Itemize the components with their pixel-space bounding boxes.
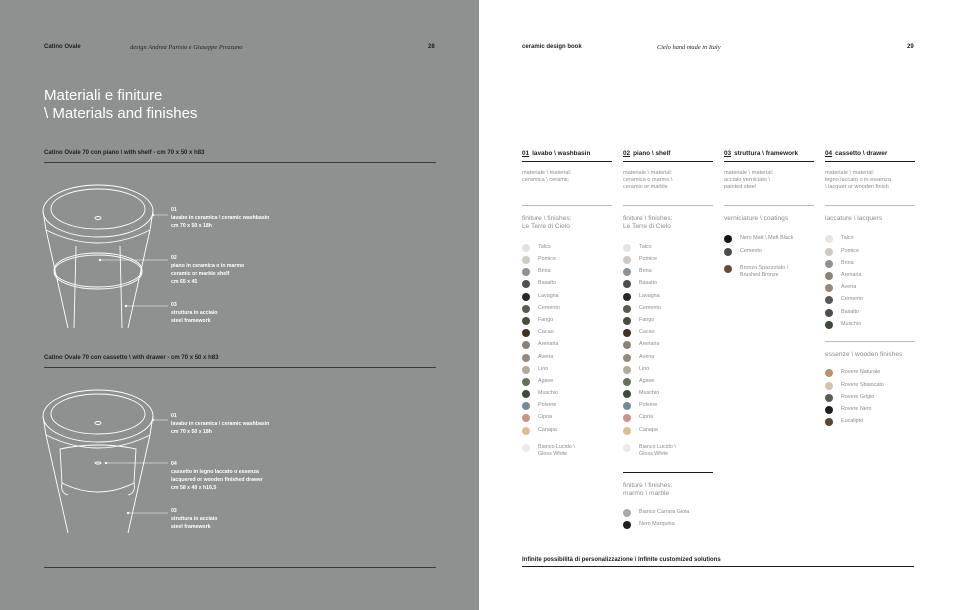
- finish-swatch: [522, 427, 612, 439]
- column-01: [522, 150, 612, 464]
- swatch-label: Avena: [538, 353, 554, 360]
- section2-divider: [44, 367, 436, 368]
- color-swatch-icon: [623, 305, 631, 313]
- swatch-label: Cacao: [538, 329, 554, 336]
- finish-swatch: [825, 272, 915, 284]
- finish-swatch: [623, 414, 713, 426]
- color-swatch-icon: [825, 406, 833, 414]
- washbasin-shelf-drawing: [38, 178, 288, 333]
- finish-swatch: [623, 329, 713, 341]
- annotation2-framework: 03 struttura in acciaio steel framework: [171, 508, 218, 530]
- annotation2-drawer: 04 cassetto in legno laccato o essenza lacquered or wooden finished drawer cm 58 x 40 x h16,5: [171, 461, 263, 491]
- color-swatch-icon: [522, 244, 530, 252]
- header-tagline: Cielo hand made in Italy: [657, 44, 721, 51]
- material-line: painted steel: [724, 183, 756, 190]
- page-title: [44, 87, 197, 123]
- column-heading: [623, 150, 713, 162]
- color-swatch-icon: [522, 268, 530, 276]
- wood-finish-heading: essenze \ wooden finishes: [825, 350, 903, 358]
- color-swatch-icon: [623, 378, 631, 386]
- swatch-label: Agave: [639, 377, 655, 384]
- material-text: [825, 170, 915, 206]
- section2-title: Catino Ovale 70 con cassetto \ with drawer - cm 70 x 50 x h83: [44, 355, 219, 361]
- swatch-label: Canapa: [639, 426, 658, 433]
- swatch-label: Fango: [639, 316, 655, 323]
- swatch-label: Cemento: [740, 247, 762, 254]
- finish-line: marmo \ marble: [623, 490, 670, 498]
- finish-swatch: [623, 256, 713, 268]
- finish-swatch: [825, 296, 915, 308]
- column-04: [825, 150, 915, 430]
- swatch-label-line: Bianco Lucido \: [538, 443, 575, 450]
- gloss-swatch: [724, 265, 814, 285]
- swatch-label: Rovere Naturale: [841, 369, 881, 376]
- color-swatch-icon: [825, 248, 833, 256]
- page-number-right: 29: [907, 44, 914, 50]
- column-03: [724, 150, 814, 285]
- color-swatch-icon: [825, 321, 833, 329]
- finish-swatch: [522, 244, 612, 256]
- column-number: 03: [724, 150, 732, 157]
- color-swatch-icon: [825, 235, 833, 243]
- finish-heading: [724, 215, 814, 223]
- finish-swatch: [522, 317, 612, 329]
- finish-swatch: [623, 427, 713, 439]
- finish-swatch: [623, 354, 713, 366]
- title-line-1: Materiali e finiture: [44, 87, 163, 104]
- marble-swatch: [623, 521, 713, 533]
- color-swatch-icon: [522, 329, 530, 337]
- swatch-label: Talco: [538, 243, 551, 250]
- finish-swatch: [825, 248, 915, 260]
- swatch-label: [639, 444, 676, 458]
- finish-swatch: [623, 390, 713, 402]
- swatch-label: Fango: [538, 316, 554, 323]
- swatch-label: Basalto: [538, 280, 556, 287]
- swatch-label: Polvere: [639, 402, 658, 409]
- swatch-label: Brina: [841, 259, 854, 266]
- swatch-label: Cemento: [538, 304, 560, 311]
- finish-swatch: [522, 293, 612, 305]
- column-number: 01: [522, 150, 530, 157]
- finish-swatch: [623, 305, 713, 317]
- color-swatch-icon: [825, 284, 833, 292]
- finish-heading: [623, 215, 713, 232]
- swatch-label: [538, 444, 575, 458]
- finish-swatch: [825, 321, 915, 333]
- section1-title: Catino Ovale 70 con piano \ with shelf - cm 70 x 50 x h83: [44, 150, 205, 156]
- wood-swatch: [825, 418, 915, 430]
- swatch-label: Rovere Nero: [841, 405, 872, 412]
- finish-swatch: [522, 414, 612, 426]
- swatch-label: Agave: [538, 377, 554, 384]
- swatch-list: [522, 244, 612, 464]
- column-title: struttura \ framework: [734, 150, 799, 157]
- swatch-label-line: Gloss White: [639, 450, 669, 457]
- swatch-label: [740, 265, 788, 279]
- finish-swatch: [522, 280, 612, 292]
- color-swatch-icon: [825, 309, 833, 317]
- color-swatch-icon: [724, 248, 732, 256]
- finish-line: Le Terre di Cielo: [522, 223, 570, 231]
- swatch-label-line: Bronzo Spazzolato \: [740, 264, 789, 271]
- color-swatch-icon: [623, 427, 631, 435]
- swatch-label: Talco: [639, 243, 652, 250]
- wood-swatch: [825, 369, 915, 381]
- title-line-2: \ Materials and finishes: [44, 105, 198, 122]
- finish-swatch: [825, 309, 915, 321]
- footer-note: Infinite possibilità di personalizzazione \ Infinite customized solutions: [522, 557, 721, 563]
- column-title: piano \ shelf: [633, 150, 671, 157]
- right-page: [479, 0, 959, 610]
- column-number: 02: [623, 150, 631, 157]
- swatch-label: Arenaria: [538, 341, 559, 348]
- color-swatch-icon: [724, 265, 732, 273]
- color-swatch-icon: [522, 293, 530, 301]
- swatch-label: Basalto: [639, 280, 657, 287]
- annotation-shelf: 02 piano in ceramica o in marmo ceramic or marble shelf cm 65 x 45: [171, 255, 245, 285]
- color-swatch-icon: [522, 402, 530, 410]
- swatch-label: Lino: [639, 365, 650, 372]
- color-swatch-icon: [623, 244, 631, 252]
- swatch-label: Basalto: [841, 308, 859, 315]
- column-title: lavabo \ washbasin: [532, 150, 591, 157]
- color-swatch-icon: [522, 366, 530, 374]
- material-line: ceramic or marble: [623, 183, 668, 190]
- color-swatch-icon: [825, 418, 833, 426]
- swatch-label: Avena: [841, 284, 857, 291]
- finish-swatch: [825, 260, 915, 272]
- finish-swatch: [522, 256, 612, 268]
- swatch-label: Talco: [841, 235, 854, 242]
- header-product: Catino Ovale: [44, 44, 81, 50]
- finish-line: verniciature \ coatings: [724, 215, 789, 222]
- swatch-label: Cemento: [841, 296, 863, 303]
- color-swatch-icon: [522, 280, 530, 288]
- swatch-label: Lavagna: [538, 292, 559, 299]
- color-swatch-icon: [623, 341, 631, 349]
- column-heading: [724, 150, 814, 162]
- column-02: [623, 150, 713, 533]
- material-text: [623, 170, 713, 206]
- finish-swatch: [522, 378, 612, 390]
- finish-line: finiture \ finishes:: [623, 215, 673, 222]
- finish-line: finiture \ finishes:: [522, 215, 572, 222]
- material-text: [724, 170, 814, 206]
- gloss-swatch: [623, 444, 713, 464]
- color-swatch-icon: [623, 444, 631, 452]
- finish-swatch: [522, 268, 612, 280]
- finish-swatch: [825, 284, 915, 296]
- marble-divider: [623, 472, 713, 473]
- material-line: ceramica \ ceramic: [522, 176, 569, 183]
- wood-swatch: [825, 406, 915, 418]
- header-credit: design Andrea Parisio e Giuseppe Prezzano: [130, 44, 243, 51]
- color-swatch-icon: [623, 366, 631, 374]
- color-swatch-icon: [724, 235, 732, 243]
- marble-swatch: [623, 509, 713, 521]
- swatch-label-line: Bianco Lucido \: [639, 443, 676, 450]
- swatch-label: Nero Matt \ Matt Black: [740, 235, 794, 242]
- finish-swatch: [623, 317, 713, 329]
- swatch-label: Avena: [639, 353, 655, 360]
- marble-swatch-list: [623, 509, 713, 533]
- finish-swatch: [623, 244, 713, 256]
- finish-swatch: [522, 329, 612, 341]
- material-line: materiale \ material:: [623, 170, 673, 176]
- swatch-label: Lino: [538, 365, 549, 372]
- swatch-label: Canapa: [538, 426, 557, 433]
- finish-swatch: [522, 341, 612, 353]
- color-swatch-icon: [623, 268, 631, 276]
- finish-heading: [825, 215, 915, 223]
- swatch-label: Rovere Sbiancato: [841, 381, 884, 388]
- color-swatch-icon: [623, 293, 631, 301]
- finish-swatch: [522, 402, 612, 414]
- color-swatch-icon: [825, 394, 833, 402]
- finish-swatch: [724, 235, 814, 247]
- header-book: ceramic design book: [522, 44, 582, 50]
- finish-swatch: [522, 354, 612, 366]
- finish-swatch: [623, 268, 713, 280]
- bottom-divider: [44, 567, 436, 568]
- color-swatch-icon: [522, 390, 530, 398]
- swatch-label: Pomice: [639, 256, 657, 262]
- finish-swatch: [623, 280, 713, 292]
- swatch-label: Brina: [639, 268, 652, 275]
- color-swatch-icon: [623, 402, 631, 410]
- color-swatch-icon: [522, 256, 530, 264]
- finish-swatch: [522, 390, 612, 402]
- swatch-label: Eucalipto: [841, 418, 864, 425]
- color-swatch-icon: [623, 521, 631, 529]
- column-number: 04: [825, 150, 833, 157]
- wood-swatch: [825, 382, 915, 394]
- finish-swatch: [623, 378, 713, 390]
- gloss-swatch: [522, 444, 612, 464]
- swatch-list: [825, 235, 915, 333]
- color-swatch-icon: [522, 305, 530, 313]
- color-swatch-icon: [623, 256, 631, 264]
- annotation-framework: 03 struttura in acciaio steel framework: [171, 302, 218, 324]
- swatch-label: Brina: [538, 268, 551, 275]
- swatch-label: Rovere Grigio: [841, 393, 875, 400]
- section1-divider: [44, 162, 436, 163]
- swatch-label: Cipria: [639, 414, 654, 421]
- marble-finish-heading: [623, 482, 713, 499]
- color-swatch-icon: [522, 378, 530, 386]
- wood-swatch-list: [825, 369, 915, 430]
- swatch-label: Cacao: [639, 329, 655, 336]
- footer-divider: [522, 566, 914, 567]
- material-line: materiale \ material:: [522, 170, 572, 176]
- material-line: legno laccato o in essenza: [825, 176, 891, 183]
- swatch-label-line: Gloss White: [538, 450, 568, 457]
- color-swatch-icon: [522, 354, 530, 362]
- color-swatch-icon: [522, 427, 530, 435]
- wood-divider: [825, 341, 915, 342]
- finish-swatch: [623, 402, 713, 414]
- color-swatch-icon: [623, 509, 631, 517]
- swatch-list: [623, 244, 713, 464]
- color-swatch-icon: [522, 341, 530, 349]
- color-swatch-icon: [825, 296, 833, 304]
- finish-swatch: [825, 235, 915, 247]
- swatch-label: Pomice: [538, 256, 556, 262]
- swatch-label: Nero Marquina: [639, 520, 675, 527]
- material-text: [522, 170, 612, 206]
- finish-line: Le Terre di Cielo: [623, 223, 671, 231]
- finish-line: laccature \ lacquers: [825, 215, 883, 222]
- material-line: materiale \ material:: [825, 170, 875, 176]
- color-swatch-icon: [825, 260, 833, 268]
- swatch-label: Cipria: [538, 414, 553, 421]
- swatch-label: Arenaria: [639, 341, 660, 348]
- color-swatch-icon: [623, 354, 631, 362]
- page-number: 28: [428, 44, 435, 50]
- swatch-label: Arenaria: [841, 271, 862, 278]
- swatch-list: [724, 235, 814, 284]
- material-line: materiale \ material:: [724, 170, 774, 176]
- color-swatch-icon: [623, 329, 631, 337]
- finish-swatch: [522, 305, 612, 317]
- column-heading: [825, 150, 915, 162]
- column-title: cassetto \ drawer: [835, 150, 888, 157]
- annotation2-washbasin: 01 lavabo in ceramica \ ceramic washbasin cm 70 x 50 x 18h: [171, 413, 270, 435]
- color-swatch-icon: [825, 382, 833, 390]
- swatch-label: Muschio: [841, 320, 862, 327]
- swatch-label: Bianco Carrara Gioia: [639, 508, 690, 515]
- swatch-label: Pomice: [841, 247, 859, 254]
- swatch-label: Polvere: [538, 402, 557, 409]
- color-swatch-icon: [522, 414, 530, 422]
- material-line: \ lacquer or wooden finish: [825, 183, 889, 190]
- color-swatch-icon: [825, 369, 833, 377]
- annotation-washbasin: 01 lavabo in ceramica \ ceramic washbasin cm 70 x 50 x 18h: [171, 207, 270, 229]
- material-line: ceramica o marmo \: [623, 176, 673, 183]
- color-swatch-icon: [623, 280, 631, 288]
- color-swatch-icon: [623, 414, 631, 422]
- color-swatch-icon: [623, 317, 631, 325]
- material-line: acciaio verniciato \: [724, 176, 771, 183]
- swatch-label: Cemento: [639, 304, 661, 311]
- finish-heading: [522, 215, 612, 232]
- wood-swatch: [825, 394, 915, 406]
- finish-swatch: [623, 293, 713, 305]
- color-swatch-icon: [522, 317, 530, 325]
- finish-swatch: [724, 248, 814, 260]
- swatch-label: Muschio: [639, 390, 660, 397]
- color-swatch-icon: [522, 444, 530, 452]
- swatch-label: Muschio: [538, 390, 559, 397]
- swatch-label-line: Brushed Bronze: [740, 271, 779, 278]
- finish-swatch: [623, 366, 713, 378]
- finish-swatch: [522, 366, 612, 378]
- left-page: [0, 0, 479, 610]
- color-swatch-icon: [623, 390, 631, 398]
- column-heading: [522, 150, 612, 162]
- finish-line: finiture \ finishes:: [623, 481, 673, 489]
- finish-swatch: [623, 341, 713, 353]
- swatch-label: Lavagna: [639, 292, 660, 299]
- color-swatch-icon: [825, 272, 833, 280]
